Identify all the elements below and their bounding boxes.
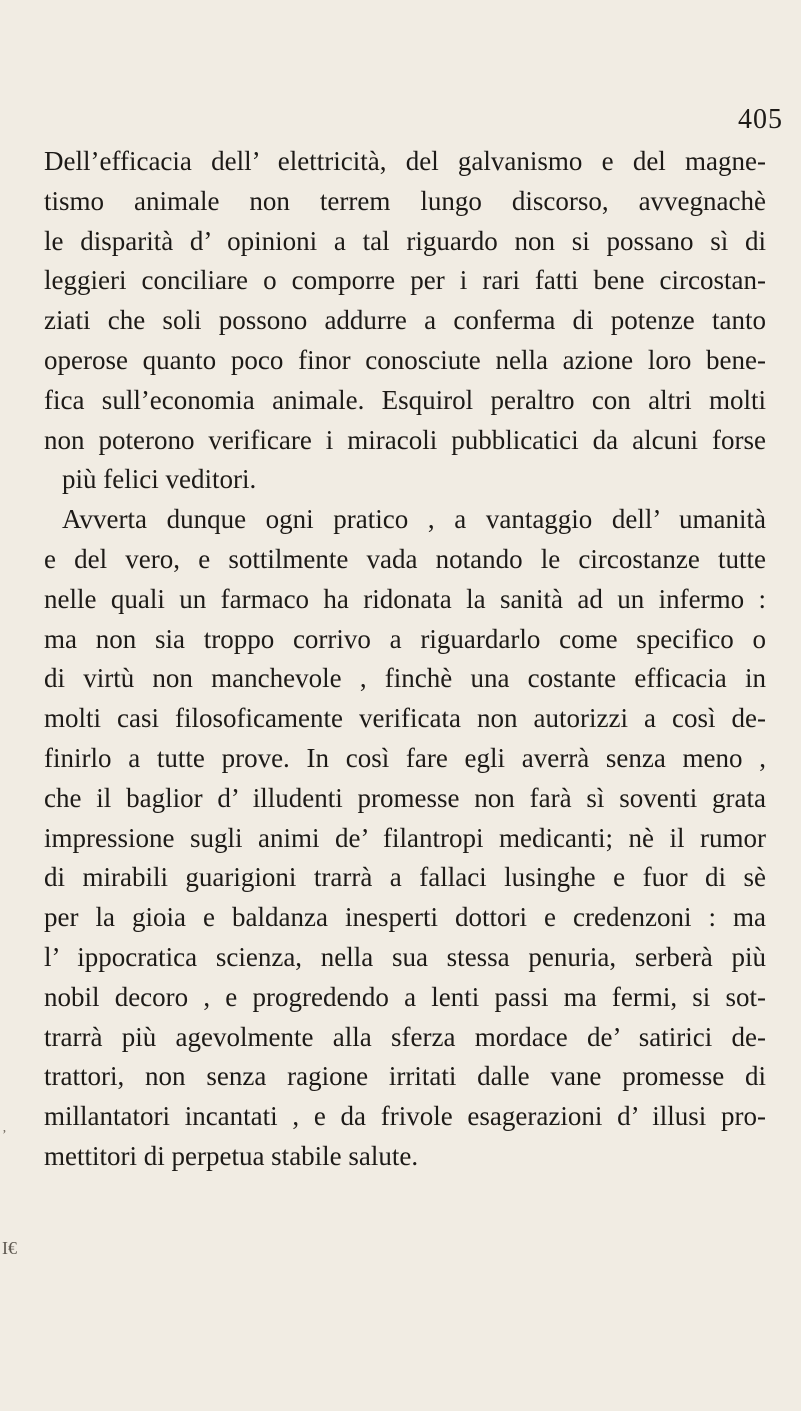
text-line: ma non sia troppo corrivo a riguardarlo come specifico o (44, 623, 766, 654)
text-line: Avverta dunque ogni pratico , a vantaggio dell’ umanità (62, 504, 766, 535)
text-line: più felici veditori. (62, 464, 257, 495)
text-line: finirlo a tutte prove. In così fare egli averrà senza meno , (44, 742, 766, 773)
text-line: di mirabili guarigioni trarrà a fallaci lusinghe e fuor di sè (44, 862, 766, 893)
text-line: per la gioia e baldanza inesperti dottori e credenzoni : ma (44, 902, 766, 933)
text-line: trattori, non senza ragione irritati dalle vane promesse di (44, 1061, 766, 1092)
page-number: 405 (738, 104, 783, 135)
text-line: nobil decoro , e progredendo a lenti passi ma fermi, si sot- (44, 981, 766, 1012)
text-line: trarrà più agevolmente alla sferza mordace de’ satirici de- (44, 1021, 766, 1052)
text-line: Dell’efficacia dell’ elettricità, del galvanismo e del magne- (44, 146, 766, 176)
text-line: che il baglior d’ illudenti promesse non farà sì soventi grata (44, 782, 766, 813)
text-line: tismo animale non terrem lungo discorso, avvegnachè (44, 185, 766, 216)
text-line: le disparità d’ opinioni a tal riguardo non si possano sì di (44, 225, 766, 256)
text-line: molti casi filosoficamente verificata non autorizzi a così de- (44, 703, 766, 734)
text-line: impressione sugli animi de’ filantropi medicanti; nè il rumor (44, 822, 766, 853)
margin-mark: I€ (2, 1238, 17, 1258)
text-line: non poterono verificare i miracoli pubblicatici da alcuni forse (44, 424, 766, 455)
text-line: operose quanto poco finor conosciute nella azione loro bene- (44, 344, 766, 375)
text-line: fica sull’economia animale. Esquirol peraltro con altri molti (44, 384, 766, 415)
text-line: l’ ippocratica scienza, nella sua stessa penuria, serberà più (44, 941, 766, 972)
text-line: mettitori di perpetua stabile salute. (44, 1140, 419, 1171)
text-line: e del vero, e sottilmente vada notando le circostanze tutte (44, 543, 766, 574)
text-line: nelle quali un farmaco ha ridonata la sanità ad un infermo : (44, 583, 766, 614)
margin-tick: ’ (2, 1128, 7, 1143)
text-line: millantatori incantati , e da frivole esagerazioni d’ illusi pro- (44, 1101, 766, 1132)
text-line: ziati che soli possono addurre a conferma di potenze tanto (44, 305, 766, 336)
text-line: leggieri conciliare o comporre per i rari fatti bene circostan- (44, 265, 766, 296)
body-text (44, 142, 766, 1177)
text-line: di virtù non manchevole , finchè una costante efficacia in (44, 663, 766, 694)
